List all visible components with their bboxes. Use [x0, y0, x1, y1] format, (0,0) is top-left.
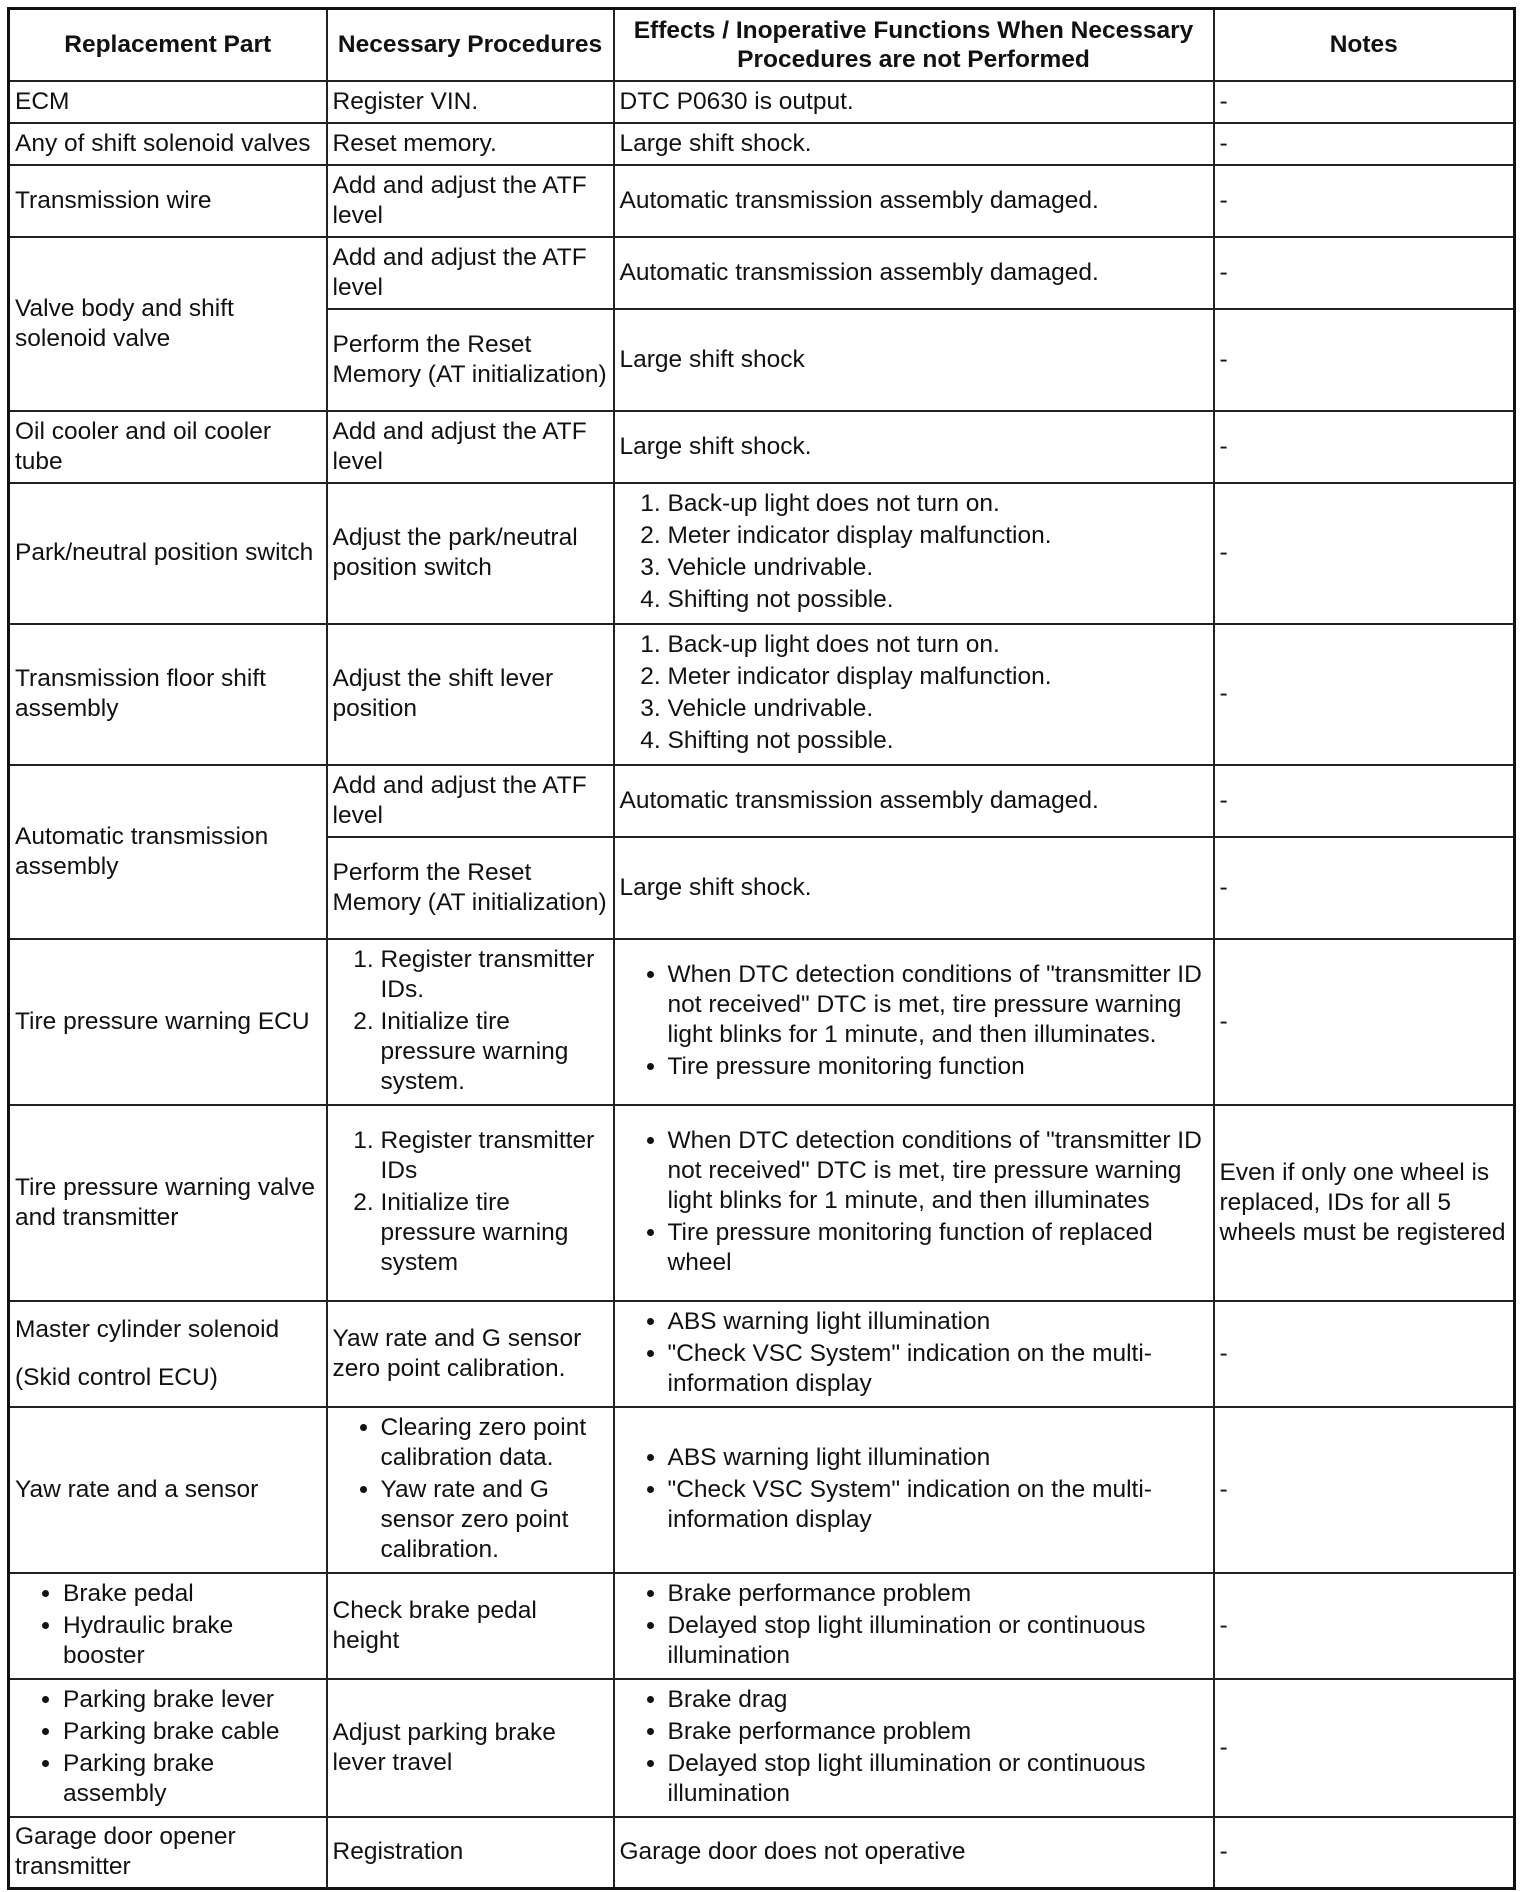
header-row [9, 9, 1515, 81]
part-cell: Tire pressure warning ECU [9, 939, 327, 1105]
list-item: • Tire pressure monitoring function of replaced wheel [668, 1218, 1208, 1278]
list-item: • Delayed stop light illumination or continuous illumination [668, 1749, 1208, 1809]
procedure-cell: Adjust the shift lever position [327, 624, 614, 765]
effects-bullet-list [620, 1579, 1208, 1671]
list-item: • Parking brake lever [63, 1685, 321, 1715]
effects-cell: Automatic transmission assembly damaged. [614, 165, 1214, 237]
part-name: Master cylinder solenoid [15, 1315, 280, 1343]
part-cell: Oil cooler and oil cooler tube [9, 411, 327, 483]
effects-cell [614, 1679, 1214, 1817]
part-subtitle: (Skid control ECU) [15, 1363, 218, 1391]
header-effects: Effects / Inoperative Functions When Necessary Procedures are not Performed [614, 9, 1214, 81]
effects-cell: Automatic transmission assembly damaged. [614, 765, 1214, 837]
notes-cell: - [1214, 1573, 1515, 1679]
part-cell [9, 1679, 327, 1817]
header-replacement-part: Replacement Part [9, 9, 327, 81]
table-row [9, 1679, 1515, 1817]
replacement-procedures-table [7, 7, 1516, 1890]
part-cell: Garage door opener transmitter [9, 1817, 327, 1889]
effects-cell [614, 939, 1214, 1105]
list-item: • "Check VSC System" indication on the multi-information display [668, 1475, 1208, 1535]
notes-cell: - [1214, 237, 1515, 309]
table-row [9, 624, 1515, 765]
table-row [9, 1301, 1515, 1407]
procedure-cell: Reset memory. [327, 123, 614, 165]
effects-bullet-list [620, 1126, 1208, 1278]
list-item: 4. Shifting not possible. [668, 726, 1208, 756]
notes-cell: - [1214, 1817, 1515, 1889]
table-row [9, 165, 1515, 237]
effects-cell: DTC P0630 is output. [614, 81, 1214, 123]
procedure-cell: Check brake pedal height [327, 1573, 614, 1679]
part-bullet-list [15, 1685, 321, 1809]
part-cell [9, 1573, 327, 1679]
notes-cell: - [1214, 1301, 1515, 1407]
list-item: • "Check VSC System" indication on the multi-information display [668, 1339, 1208, 1399]
part-cell [9, 1301, 327, 1407]
notes-cell: - [1214, 939, 1515, 1105]
procedure-cell: Perform the Reset Memory (AT initialization) [327, 837, 614, 939]
list-item: • ABS warning light illumination [668, 1307, 1208, 1337]
effects-bullet-list [620, 1443, 1208, 1535]
header-necessary-procedures: Necessary Procedures [327, 9, 614, 81]
list-item: • Clearing zero point calibration data. [381, 1413, 608, 1473]
table-row [9, 1817, 1515, 1889]
list-item: 2. Initialize tire pressure warning system [381, 1188, 608, 1278]
procedure-cell [327, 939, 614, 1105]
list-item: 1. Register transmitter IDs. [381, 945, 608, 1005]
effects-numbered-list [620, 630, 1208, 756]
procedure-numbered-list [333, 1126, 608, 1278]
list-item: 2. Initialize tire pressure warning system. [381, 1007, 608, 1097]
list-item: • When DTC detection conditions of "transmitter ID not received" DTC is met, tire pressure warning light blinks for 1 minute, and then illuminates [668, 1126, 1208, 1216]
procedure-cell: Registration [327, 1817, 614, 1889]
list-item: 2. Meter indicator display malfunction. [668, 521, 1208, 551]
effects-bullet-list [620, 960, 1208, 1082]
list-item: 2. Meter indicator display malfunction. [668, 662, 1208, 692]
notes-cell: - [1214, 624, 1515, 765]
procedure-cell: Register VIN. [327, 81, 614, 123]
list-item: • When DTC detection conditions of "transmitter ID not received" DTC is met, tire pressure warning light blinks for 1 minute, and then illuminates. [668, 960, 1208, 1050]
list-item: • ABS warning light illumination [668, 1443, 1208, 1473]
list-item: 1. Register transmitter IDs [381, 1126, 608, 1186]
table-row [9, 939, 1515, 1105]
list-item: • Brake pedal [63, 1579, 321, 1609]
part-bullet-list [15, 1579, 321, 1671]
notes-cell: - [1214, 483, 1515, 624]
effects-cell: Large shift shock. [614, 411, 1214, 483]
notes-cell: - [1214, 81, 1515, 123]
table-row [9, 411, 1515, 483]
effects-cell: Automatic transmission assembly damaged. [614, 237, 1214, 309]
procedure-cell: Adjust parking brake lever travel [327, 1679, 614, 1817]
table-row [9, 1105, 1515, 1301]
list-item: 3. Vehicle undrivable. [668, 694, 1208, 724]
notes-cell: - [1214, 765, 1515, 837]
procedure-cell: Add and adjust the ATF level [327, 237, 614, 309]
part-cell: Park/neutral position switch [9, 483, 327, 624]
list-item: • Delayed stop light illumination or continuous illumination [668, 1611, 1208, 1671]
effects-cell: Large shift shock. [614, 123, 1214, 165]
list-item: 1. Back-up light does not turn on. [668, 630, 1208, 660]
procedure-bullet-list [333, 1413, 608, 1565]
procedure-cell: Adjust the park/neutral position switch [327, 483, 614, 624]
notes-cell: Even if only one wheel is replaced, IDs for all 5 wheels must be registered [1214, 1105, 1515, 1301]
table-row [9, 483, 1515, 624]
list-item: • Parking brake cable [63, 1717, 321, 1747]
procedure-cell [327, 1105, 614, 1301]
list-item: • Brake performance problem [668, 1717, 1208, 1747]
table-row [9, 81, 1515, 123]
list-item: • Hydraulic brake booster [63, 1611, 321, 1671]
procedure-cell: Yaw rate and G sensor zero point calibration. [327, 1301, 614, 1407]
effects-cell [614, 1301, 1214, 1407]
table-row [9, 237, 1515, 309]
list-item: • Tire pressure monitoring function [668, 1052, 1208, 1082]
effects-bullet-list [620, 1307, 1208, 1399]
part-cell: Any of shift solenoid valves [9, 123, 327, 165]
table-row [9, 123, 1515, 165]
effects-cell [614, 1407, 1214, 1573]
part-cell: Transmission wire [9, 165, 327, 237]
list-item: • Parking brake assembly [63, 1749, 321, 1809]
procedure-cell: Add and adjust the ATF level [327, 165, 614, 237]
notes-cell: - [1214, 309, 1515, 411]
part-cell: Valve body and shift solenoid valve [9, 237, 327, 411]
effects-cell: Garage door does not operative [614, 1817, 1214, 1889]
part-cell: Transmission floor shift assembly [9, 624, 327, 765]
table-row [9, 765, 1515, 837]
procedure-numbered-list [333, 945, 608, 1097]
notes-cell: - [1214, 1679, 1515, 1817]
list-item: 4. Shifting not possible. [668, 585, 1208, 615]
procedure-cell: Add and adjust the ATF level [327, 411, 614, 483]
table-row [9, 1407, 1515, 1573]
effects-cell [614, 483, 1214, 624]
notes-cell: - [1214, 837, 1515, 939]
list-item: • Brake drag [668, 1685, 1208, 1715]
list-item: 3. Vehicle undrivable. [668, 553, 1208, 583]
effects-cell: Large shift shock. [614, 837, 1214, 939]
notes-cell: - [1214, 165, 1515, 237]
notes-cell: - [1214, 123, 1515, 165]
list-item: • Yaw rate and G sensor zero point calibration. [381, 1475, 608, 1565]
effects-cell [614, 624, 1214, 765]
header-notes: Notes [1214, 9, 1515, 81]
part-cell: Automatic transmission assembly [9, 765, 327, 939]
part-cell: ECM [9, 81, 327, 123]
part-cell: Tire pressure warning valve and transmitter [9, 1105, 327, 1301]
list-item: 1. Back-up light does not turn on. [668, 489, 1208, 519]
effects-cell [614, 1573, 1214, 1679]
effects-cell: Large shift shock [614, 309, 1214, 411]
procedure-cell: Add and adjust the ATF level [327, 765, 614, 837]
list-item: • Brake performance problem [668, 1579, 1208, 1609]
procedure-cell [327, 1407, 614, 1573]
effects-bullet-list [620, 1685, 1208, 1809]
table-row [9, 1573, 1515, 1679]
effects-cell [614, 1105, 1214, 1301]
effects-numbered-list [620, 489, 1208, 615]
part-cell: Yaw rate and a sensor [9, 1407, 327, 1573]
procedure-cell: Perform the Reset Memory (AT initialization) [327, 309, 614, 411]
notes-cell: - [1214, 411, 1515, 483]
notes-cell: - [1214, 1407, 1515, 1573]
